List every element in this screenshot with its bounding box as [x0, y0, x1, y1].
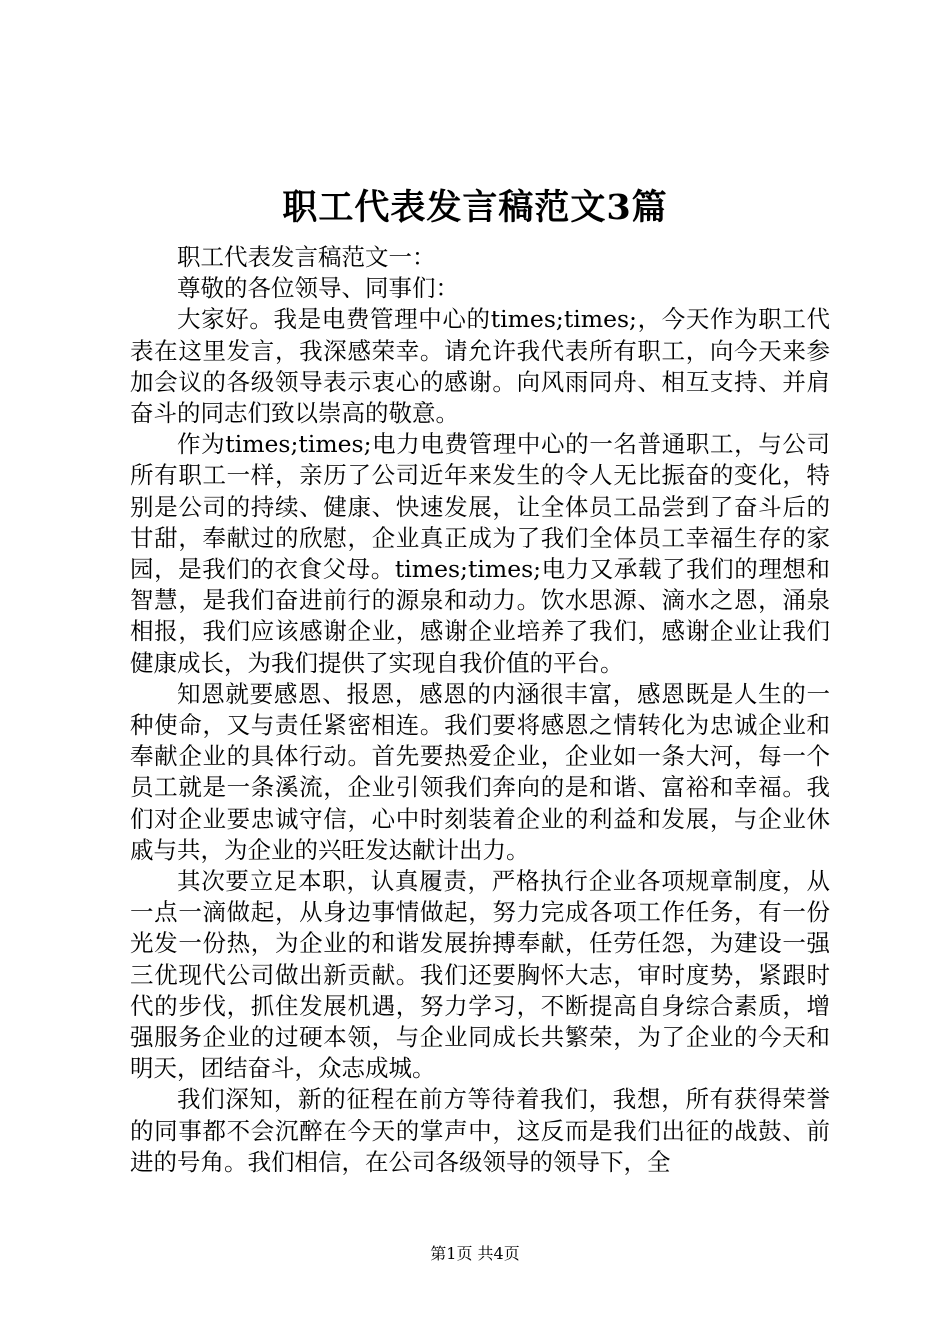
- paragraph-2: 作为times;times;电力电费管理中心的一名普通职工，与公司所有职工一样，亲历了公司近年来发生的令人无比振奋的变化，特别是公司的持续、健康、快速发展，让全体员工品尝到了奋斗后的甘甜，奉献过的欣慰，企业真正成为了我们全体员工幸福生存的家园，是我们的衣食父母。times;times;电力又承载了我们的理想和智慧，是我们奋进前行的源泉和动力。饮水思源、滴水之恩，涌泉相报，我们应该感谢企业，感谢企业培养了我们，感谢企业让我们健康成长，为我们提供了实现自我价值的平台。: [130, 430, 830, 677]
- paragraph-3: 知恩就要感恩、报恩，感恩的内涵很丰富，感恩既是人生的一种使命，又与责任紧密相连。我们要将感恩之情转化为忠诚企业和奉献企业的具体行动。首先要热爱企业，企业如一条大河，每一个员工就是一条溪流，企业引领我们奔向的是和谐、富裕和幸福。我们对企业要忠诚守信，心中时刻装着企业的利益和发展，与企业休戚与共，为企业的兴旺发达献计出力。: [130, 679, 830, 864]
- paragraph-5: 我们深知，新的征程在前方等待着我们，我想，所有获得荣誉的同事都不会沉醉在今天的掌声中，这反而是我们出征的战鼓、前进的号角。我们相信，在公司各级领导的领导下，全: [130, 1085, 830, 1176]
- paragraph-heading: 职工代表发言稿范文一：: [177, 243, 436, 271]
- paragraph-salutation: 尊敬的各位领导、同事们：: [177, 274, 459, 303]
- document-title: 职工代表发言稿范文3篇: [282, 187, 668, 228]
- paragraph-1: 大家好。我是电费管理中心的times;times;，今天作为职工代表在这里发言，我深感荣幸。请允许我代表所有职工，向今天来参加会议的各级领导表示衷心的感谢。向风雨同舟、相互支持、并肩奋斗的同志们致以崇高的敬意。: [130, 305, 830, 428]
- page-number-footer: 第1页 共4页: [430, 1244, 520, 1263]
- document-body: [130, 242, 830, 1178]
- paragraph-4: 其次要立足本职，认真履责，严格执行企业各项规章制度，从一点一滴做起，从身边事情做起，努力完成各项工作任务，有一份光发一份热，为企业的和谐发展拚搏奉献，任劳任怨，为建设一强三优现代公司做出新贡献。我们还要胸怀大志，审时度势，紧跟时代的步伐，抓住发展机遇，努力学习，不断提高自身综合素质，增强服务企业的过硬本领，与企业同成长共繁荣，为了企业的今天和明天，团结奋斗，众志成城。: [130, 867, 830, 1083]
